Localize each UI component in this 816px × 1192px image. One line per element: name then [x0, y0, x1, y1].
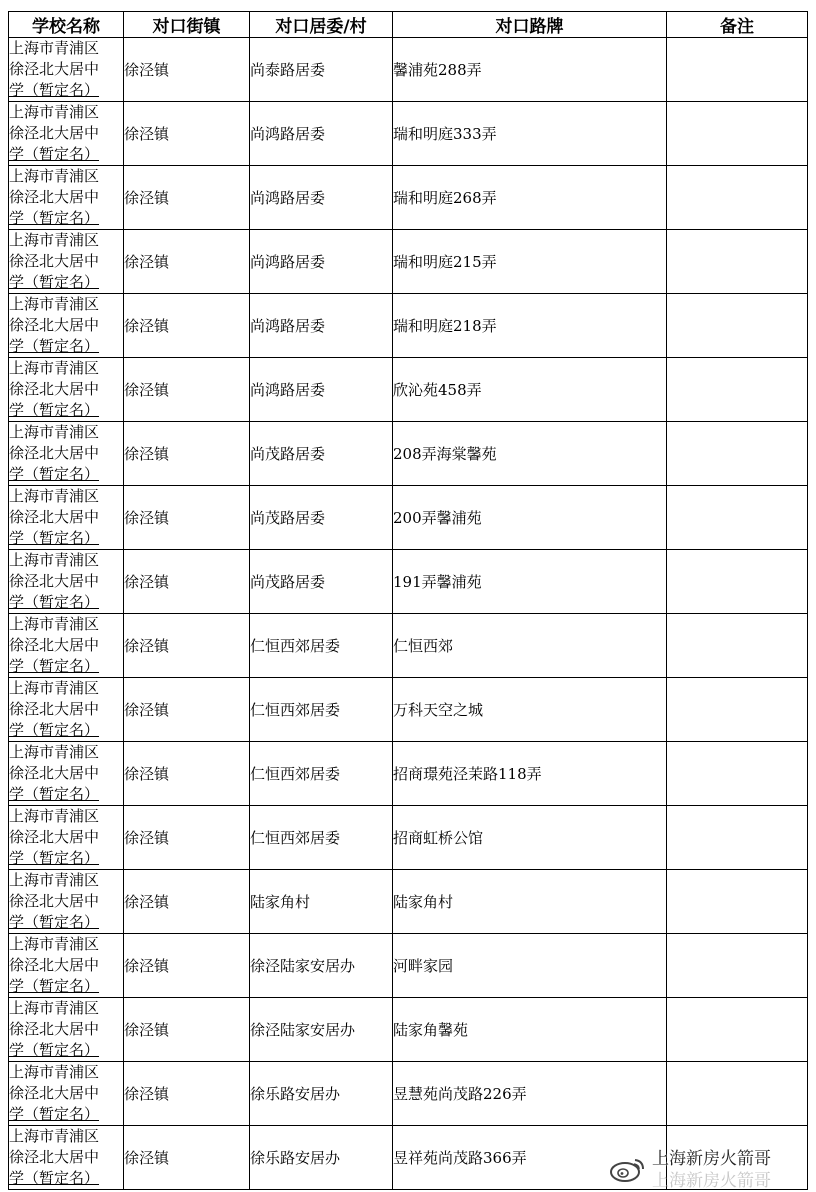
school-name-cell: [9, 550, 124, 614]
table-row: [9, 102, 808, 166]
school-name-line: 学（暂定名）: [9, 529, 100, 547]
road-cell: 瑞和明庭333弄: [393, 102, 667, 166]
school-name-line: 徐泾北大居中: [9, 124, 100, 142]
town-cell: 徐泾镇: [124, 102, 250, 166]
school-name-line: 学（暂定名）: [9, 273, 100, 291]
road-cell: 瑞和明庭218弄: [393, 294, 667, 358]
school-name-line: 上海市青浦区: [9, 871, 100, 889]
table-row: [9, 166, 808, 230]
road-cell: 瑞和明庭215弄: [393, 230, 667, 294]
school-name-line: 徐泾北大居中: [9, 1148, 100, 1166]
community-cell: 尚鸿路居委: [250, 358, 393, 422]
town-cell: 徐泾镇: [124, 870, 250, 934]
table-row: [9, 230, 808, 294]
note-cell: [667, 998, 808, 1062]
school-name-line: 学（暂定名）: [9, 657, 100, 675]
school-name-line: 学（暂定名）: [9, 593, 100, 611]
town-cell: 徐泾镇: [124, 422, 250, 486]
school-name-line: 徐泾北大居中: [9, 572, 100, 590]
road-cell: 瑞和明庭268弄: [393, 166, 667, 230]
road-cell: 200弄馨浦苑: [393, 486, 667, 550]
school-name-line: 徐泾北大居中: [9, 316, 100, 334]
school-name-line: 上海市青浦区: [9, 551, 100, 569]
school-name-line: 徐泾北大居中: [9, 188, 100, 206]
school-name-line: 徐泾北大居中: [9, 1020, 100, 1038]
school-name-line: 上海市青浦区: [9, 231, 100, 249]
watermark-text: 上海新房火箭哥: [652, 1149, 771, 1169]
town-cell: 徐泾镇: [124, 294, 250, 358]
community-cell: 尚鸿路居委: [250, 294, 393, 358]
community-cell: 徐乐路安居办: [250, 1126, 393, 1190]
community-cell: 尚泰路居委: [250, 38, 393, 102]
community-cell: 仁恒西郊居委: [250, 806, 393, 870]
header-row: [9, 12, 808, 38]
town-cell: 徐泾镇: [124, 1062, 250, 1126]
school-name-cell: [9, 294, 124, 358]
school-name-cell: [9, 230, 124, 294]
school-name-cell: [9, 870, 124, 934]
note-cell: [667, 358, 808, 422]
school-name-line: 学（暂定名）: [9, 337, 100, 355]
table-row: [9, 1062, 808, 1126]
note-cell: [667, 230, 808, 294]
table-row: [9, 742, 808, 806]
school-name-line: 徐泾北大居中: [9, 380, 100, 398]
table-row: [9, 38, 808, 102]
community-cell: 尚茂路居委: [250, 550, 393, 614]
school-name-cell: [9, 102, 124, 166]
road-cell: 陆家角馨苑: [393, 998, 667, 1062]
table-row: [9, 358, 808, 422]
table-row: [9, 486, 808, 550]
road-cell: 招商璟苑泾茉路118弄: [393, 742, 667, 806]
town-cell: 徐泾镇: [124, 614, 250, 678]
school-name-line: 学（暂定名）: [9, 785, 100, 803]
school-name-cell: [9, 998, 124, 1062]
watermark-shadow-text: 上海新房火箭哥: [652, 1171, 771, 1191]
school-name-line: 徐泾北大居中: [9, 444, 100, 462]
community-cell: 徐乐路安居办: [250, 1062, 393, 1126]
school-name-line: 徐泾北大居中: [9, 764, 100, 782]
table-row: [9, 998, 808, 1062]
table-row: [9, 934, 808, 998]
note-cell: [667, 550, 808, 614]
school-name-cell: [9, 38, 124, 102]
table-row: [9, 422, 808, 486]
table-row: [9, 550, 808, 614]
note-cell: [667, 294, 808, 358]
road-cell: 陆家角村: [393, 870, 667, 934]
town-cell: 徐泾镇: [124, 38, 250, 102]
school-name-line: 徐泾北大居中: [9, 508, 100, 526]
road-cell: 191弄馨浦苑: [393, 550, 667, 614]
road-cell: 昱慧苑尚茂路226弄: [393, 1062, 667, 1126]
road-cell: 河畔家园: [393, 934, 667, 998]
road-cell: 馨浦苑288弄: [393, 38, 667, 102]
table-row: [9, 870, 808, 934]
school-name-line: 上海市青浦区: [9, 999, 100, 1017]
community-cell: 徐泾陆家安居办: [250, 934, 393, 998]
header-road: 对口路牌: [393, 12, 667, 38]
school-name-line: 上海市青浦区: [9, 807, 100, 825]
school-name-line: 徐泾北大居中: [9, 60, 100, 78]
header-town: 对口街镇: [124, 12, 250, 38]
school-name-line: 学（暂定名）: [9, 209, 100, 227]
school-name-line: 上海市青浦区: [9, 423, 100, 441]
school-name-line: 上海市青浦区: [9, 39, 100, 57]
school-name-line: 上海市青浦区: [9, 679, 100, 697]
road-cell: 208弄海棠馨苑: [393, 422, 667, 486]
school-name-line: 上海市青浦区: [9, 935, 100, 953]
school-name-cell: [9, 358, 124, 422]
school-name-line: 上海市青浦区: [9, 743, 100, 761]
school-name-cell: [9, 486, 124, 550]
note-cell: [667, 38, 808, 102]
school-name-line: 学（暂定名）: [9, 721, 100, 739]
community-cell: 仁恒西郊居委: [250, 678, 393, 742]
town-cell: 徐泾镇: [124, 678, 250, 742]
community-cell: 陆家角村: [250, 870, 393, 934]
table-row: [9, 806, 808, 870]
town-cell: 徐泾镇: [124, 358, 250, 422]
town-cell: 徐泾镇: [124, 742, 250, 806]
school-name-line: 徐泾北大居中: [9, 828, 100, 846]
school-name-line: 徐泾北大居中: [9, 252, 100, 270]
school-name-line: 上海市青浦区: [9, 1063, 100, 1081]
note-cell: [667, 1062, 808, 1126]
school-name-line: 学（暂定名）: [9, 145, 100, 163]
school-name-line: 上海市青浦区: [9, 487, 100, 505]
school-name-line: 上海市青浦区: [9, 295, 100, 313]
table-row: [9, 294, 808, 358]
school-name-cell: [9, 742, 124, 806]
community-cell: 徐泾陆家安居办: [250, 998, 393, 1062]
school-name-cell: [9, 614, 124, 678]
community-cell: 尚鸿路居委: [250, 166, 393, 230]
road-cell: 昱祥苑尚茂路366弄: [393, 1126, 667, 1190]
note-cell: [667, 678, 808, 742]
school-name-line: 上海市青浦区: [9, 615, 100, 633]
town-cell: 徐泾镇: [124, 934, 250, 998]
header-community: 对口居委/村: [250, 12, 393, 38]
header-note: 备注: [667, 12, 808, 38]
school-name-cell: [9, 422, 124, 486]
header-school: 学校名称: [9, 12, 124, 38]
town-cell: 徐泾镇: [124, 486, 250, 550]
community-cell: 仁恒西郊居委: [250, 614, 393, 678]
road-cell: 招商虹桥公馆: [393, 806, 667, 870]
school-name-cell: [9, 934, 124, 998]
school-name-line: 上海市青浦区: [9, 1127, 100, 1145]
school-name-line: 学（暂定名）: [9, 1105, 100, 1123]
school-name-line: 上海市青浦区: [9, 103, 100, 121]
school-name-line: 学（暂定名）: [9, 977, 100, 995]
note-cell: [667, 166, 808, 230]
school-name-line: 徐泾北大居中: [9, 892, 100, 910]
school-name-line: 徐泾北大居中: [9, 956, 100, 974]
school-name-line: 学（暂定名）: [9, 849, 100, 867]
community-cell: 仁恒西郊居委: [250, 742, 393, 806]
table-row: [9, 678, 808, 742]
school-name-line: 学（暂定名）: [9, 1041, 100, 1059]
community-cell: 尚茂路居委: [250, 486, 393, 550]
note-cell: [667, 614, 808, 678]
road-cell: 欣沁苑458弄: [393, 358, 667, 422]
school-name-line: 学（暂定名）: [9, 81, 100, 99]
weibo-icon: [608, 1156, 648, 1182]
note-cell: [667, 486, 808, 550]
road-cell: 仁恒西郊: [393, 614, 667, 678]
community-cell: 尚鸿路居委: [250, 230, 393, 294]
town-cell: 徐泾镇: [124, 806, 250, 870]
school-name-line: 上海市青浦区: [9, 359, 100, 377]
town-cell: 徐泾镇: [124, 166, 250, 230]
school-name-line: 上海市青浦区: [9, 167, 100, 185]
community-cell: 尚鸿路居委: [250, 102, 393, 166]
school-name-line: 学（暂定名）: [9, 1169, 100, 1187]
table-row: [9, 614, 808, 678]
school-name-line: 徐泾北大居中: [9, 1084, 100, 1102]
school-name-line: 学（暂定名）: [9, 465, 100, 483]
note-cell: [667, 934, 808, 998]
town-cell: 徐泾镇: [124, 230, 250, 294]
note-cell: [667, 102, 808, 166]
community-cell: 尚茂路居委: [250, 422, 393, 486]
town-cell: 徐泾镇: [124, 998, 250, 1062]
school-district-table: [8, 11, 808, 1190]
school-name-line: 徐泾北大居中: [9, 636, 100, 654]
school-name-line: 学（暂定名）: [9, 913, 100, 931]
school-name-cell: [9, 678, 124, 742]
town-cell: 徐泾镇: [124, 550, 250, 614]
school-name-cell: [9, 1062, 124, 1126]
note-cell: [667, 870, 808, 934]
note-cell: [667, 742, 808, 806]
note-cell: [667, 806, 808, 870]
school-name-cell: [9, 1126, 124, 1190]
school-name-line: 徐泾北大居中: [9, 700, 100, 718]
town-cell: 徐泾镇: [124, 1126, 250, 1190]
watermark: [608, 1144, 808, 1191]
note-cell: [667, 422, 808, 486]
road-cell: 万科天空之城: [393, 678, 667, 742]
school-name-line: 学（暂定名）: [9, 401, 100, 419]
school-name-cell: [9, 166, 124, 230]
school-name-cell: [9, 806, 124, 870]
